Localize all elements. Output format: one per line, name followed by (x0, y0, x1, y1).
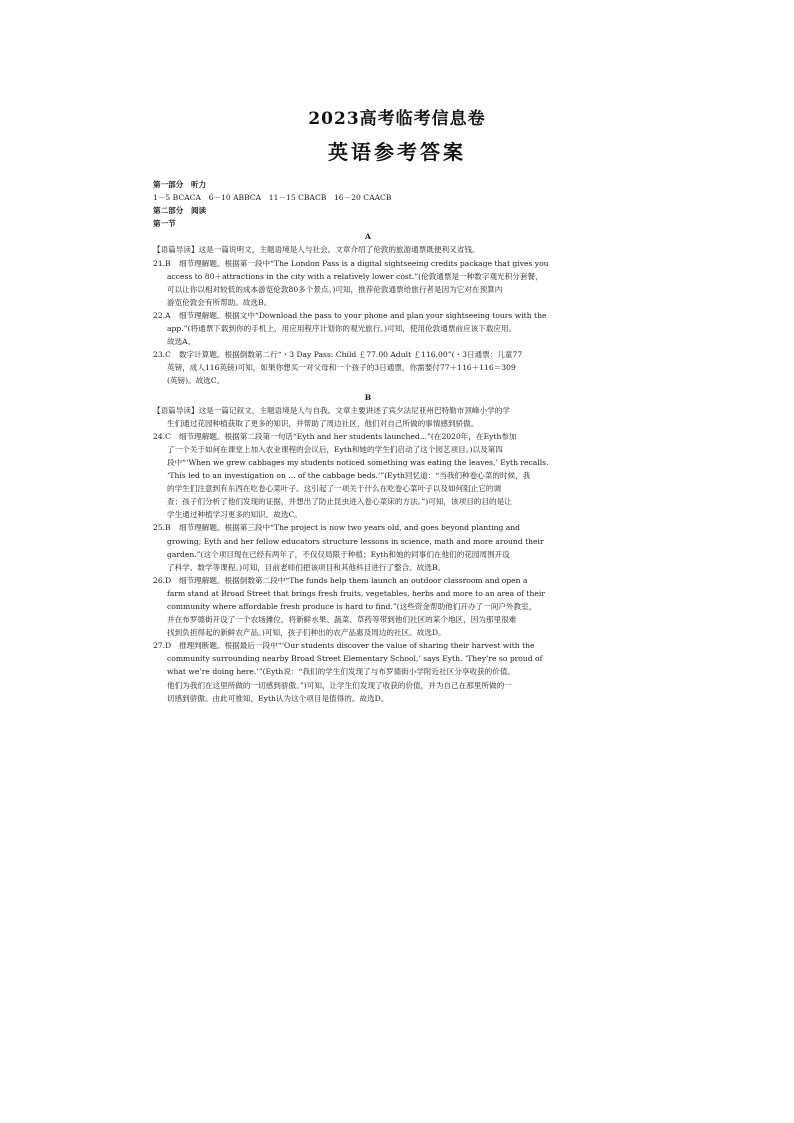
answer-explanation-line (153, 495, 583, 508)
answer-explanation-line (153, 430, 583, 443)
answer-explanation-line (153, 296, 583, 309)
answer-text: 学生通过种植学习更多的知识。故选C。 (167, 510, 302, 520)
passage-a-letter: A (365, 232, 371, 242)
answer-number: 27.D (153, 641, 172, 651)
answer-explanation-line (153, 561, 583, 574)
answer-text: (英镑)。故选C。 (167, 376, 225, 386)
passage-b-intro-line-2: 生们通过花园种植获取了更多的知识，并帮助了周边社区，他们对自己所做的事情感到骄傲。 (167, 418, 479, 428)
answer-explanation-line (153, 535, 583, 548)
answer-text: access to 80＋attractions in the city with a relatively lower cost.”(伦敦通票是一种数字观光积分套餐， (167, 271, 543, 281)
answer-text: 英镑，成人116英镑)可知，如果你想买一对父母和一个孩子的3日通票，你需要付77＋116＋116＝309 (167, 363, 516, 373)
passage-a-items (153, 257, 583, 388)
answer-text: 细节理解题。根据文中“Download the pass to your phone and plan your sightseeing tours with the (179, 310, 547, 320)
answer-explanation-line (153, 456, 583, 469)
answer-explanation-line (153, 548, 583, 561)
answer-explanation-line (153, 482, 583, 495)
answer-explanation-line (153, 692, 583, 705)
part2-heading: 第二部分 阅读 (153, 206, 207, 216)
answer-explanation-line (153, 508, 583, 521)
answer-text: 细节理解题。根据第三段中“The project is now two years old, and goes beyond planting and (179, 523, 521, 533)
answer-explanation-line (153, 521, 583, 534)
answer-explanation-line (153, 257, 583, 270)
answer-text: ‘This led to an investigation on ... of the cabbage beds.’”(Eyth回忆道：“当我们种卷心菜的时候，我 (167, 471, 531, 481)
answer-explanation-line (153, 679, 583, 692)
answer-explanation-line (153, 665, 583, 678)
page-title: 2023高考临考信息卷 (308, 109, 486, 129)
passage-b-items (153, 430, 583, 705)
answer-text: 推理判断题。根据最后一段中“‘Our students discover the value of sharing their harvest with the (179, 641, 535, 651)
answer-text: 可以让你以相对较低的成本游览伦敦80多个景点。)可知，推荐伦敦通票给旅行者是因为它对在预算内 (167, 284, 503, 294)
answer-explanation-line (153, 443, 583, 456)
answer-explanation-line (153, 626, 583, 639)
passage-b-letter: B (364, 392, 372, 402)
answer-explanation-line (153, 469, 583, 482)
answer-explanation-line (153, 361, 583, 374)
answer-text: 找到负担得起的新鲜农产品。)可知，孩子们种出的农产品惠及周边的社区。故选D。 (167, 628, 446, 638)
answer-text: 段中“‘When we grew cabbages my students noticed something was eating the leaves,’ Eyth recalls. (167, 457, 549, 467)
answer-number: 21.B (153, 258, 171, 268)
answer-text: 细节理解题。根据第一段中“The London Pass is a digital sightseeing credits package that gives you (179, 258, 549, 268)
page-subtitle: 英语参考答案 (328, 140, 466, 164)
answer-text: what we’re doing here.’”(Eyth说：“我们的学生们发现了与布罗德街小学附近社区分享收获的价值。 (167, 667, 516, 677)
answer-explanation-line (153, 574, 583, 587)
section-heading: 第一节 (153, 219, 176, 229)
answer-explanation-line (153, 374, 583, 387)
passage-b-intro-line-1: 【语篇导读】这是一篇记叙文，主题语境是人与自我。文章主要讲述了宾夕法尼亚州巴特勒市顶峰小学的学 (153, 405, 510, 415)
answer-text: community where affordable fresh produce is hard to find.”(这些资金帮助他们开办了一间户外教室， (167, 602, 537, 611)
answer-explanation-line (153, 335, 583, 348)
answer-text: 他们为我们在这里所做的一切感到骄傲。”)可知，让学生们发现了收获的价值，并为自己在那里所做的一 (167, 680, 512, 690)
answer-number: 26.D (153, 575, 172, 585)
answer-number: 25.B (153, 523, 171, 533)
answer-text: growing; Eyth and her fellow educators structure lessons in science, math and more around their (167, 536, 544, 546)
answer-explanation-line (153, 652, 583, 665)
answer-text: app.”(将通票下载到你的手机上，用应用程序计划你的观光旅行。)可知，使用伦敦通票前应该下载应用。 (167, 324, 517, 334)
answer-text: 了科学、数学等课程。)可知，目前老师们把该项目和其他科目进行了整合。故选B。 (167, 562, 446, 572)
answer-number: 24.C (153, 431, 171, 441)
answer-explanation-line (153, 283, 583, 296)
answer-text: 的学生们注意到有东西在吃卷心菜叶子。这引起了一项关于什么在吃卷心菜叶子以及如何阻止它的调 (167, 484, 502, 494)
answer-number: 22.A (153, 310, 171, 320)
answer-text: 细节理解题。根据倒数第二段中“The funds help them launch an outdoor classroom and open a (179, 575, 528, 585)
answer-content (153, 178, 583, 705)
answer-text: 数字计算题。根据倒数第二行“・3 Day Pass: Child ￡77.00 Adult ￡116.00”(・3日通票：儿童77 (179, 350, 523, 360)
answer-text: community surrounding nearby Broad Street Elementary School,’ says Eyth. ‘They’re so proud of (167, 654, 543, 664)
answer-explanation-line (153, 270, 583, 283)
answer-explanation-line (153, 322, 583, 335)
answer-explanation-line (153, 348, 583, 361)
listening-answers: 1－5 BCACA 6－10 ABBCA 11－15 CBACB 16－20 CAACB (153, 193, 392, 203)
answer-text: 故选A。 (167, 337, 196, 347)
answer-text: 细节理解题。根据第二段第一句话“Eyth and her students launched...”(在2020年，在Eyth参加 (179, 431, 517, 441)
answer-text: 并在布罗德街开设了一个农场摊位，将新鲜水果、蔬菜、草药等带到他们社区的某个地区，因为那里很难 (167, 615, 517, 625)
part1-heading: 第一部分 听力 (153, 180, 207, 189)
answer-explanation-line (153, 639, 583, 652)
answer-text: garden.”(这个项目现在已经有两年了，不仅仅局限于种植；Eyth和她的同事们在他们的花园周围开设 (167, 549, 510, 559)
answer-explanation-line (153, 600, 583, 613)
answer-text: 游览伦敦会有所帮助。故选B。 (167, 297, 272, 307)
answer-explanation-line (153, 613, 583, 626)
answer-explanation-line (153, 309, 583, 322)
answer-explanation-line (153, 587, 583, 600)
answer-text: farm stand at Broad Street that brings fresh fruits, vegetables, herbs and more to an area of their (167, 588, 545, 598)
answer-text: 查；孩子们分析了他们发现的证据，并想出了防止昆虫进入卷心菜床的方法。”)可知，该项目的目的是让 (167, 497, 512, 507)
answer-text: 切感到骄傲。由此可推知，Eyth认为这个项目是值得的。故选D。 (167, 693, 389, 703)
answer-number: 23.C (153, 350, 171, 360)
answer-text: 了一个关于如何在课堂上加入农业课程的会议后，Eyth和她的学生们启动了这个园艺项目。)以及第四 (167, 444, 503, 454)
passage-a-intro: 【语篇导读】这是一篇说明文，主题语境是人与社会。文章介绍了伦敦的旅游通票既便利又省钱。 (153, 245, 480, 255)
